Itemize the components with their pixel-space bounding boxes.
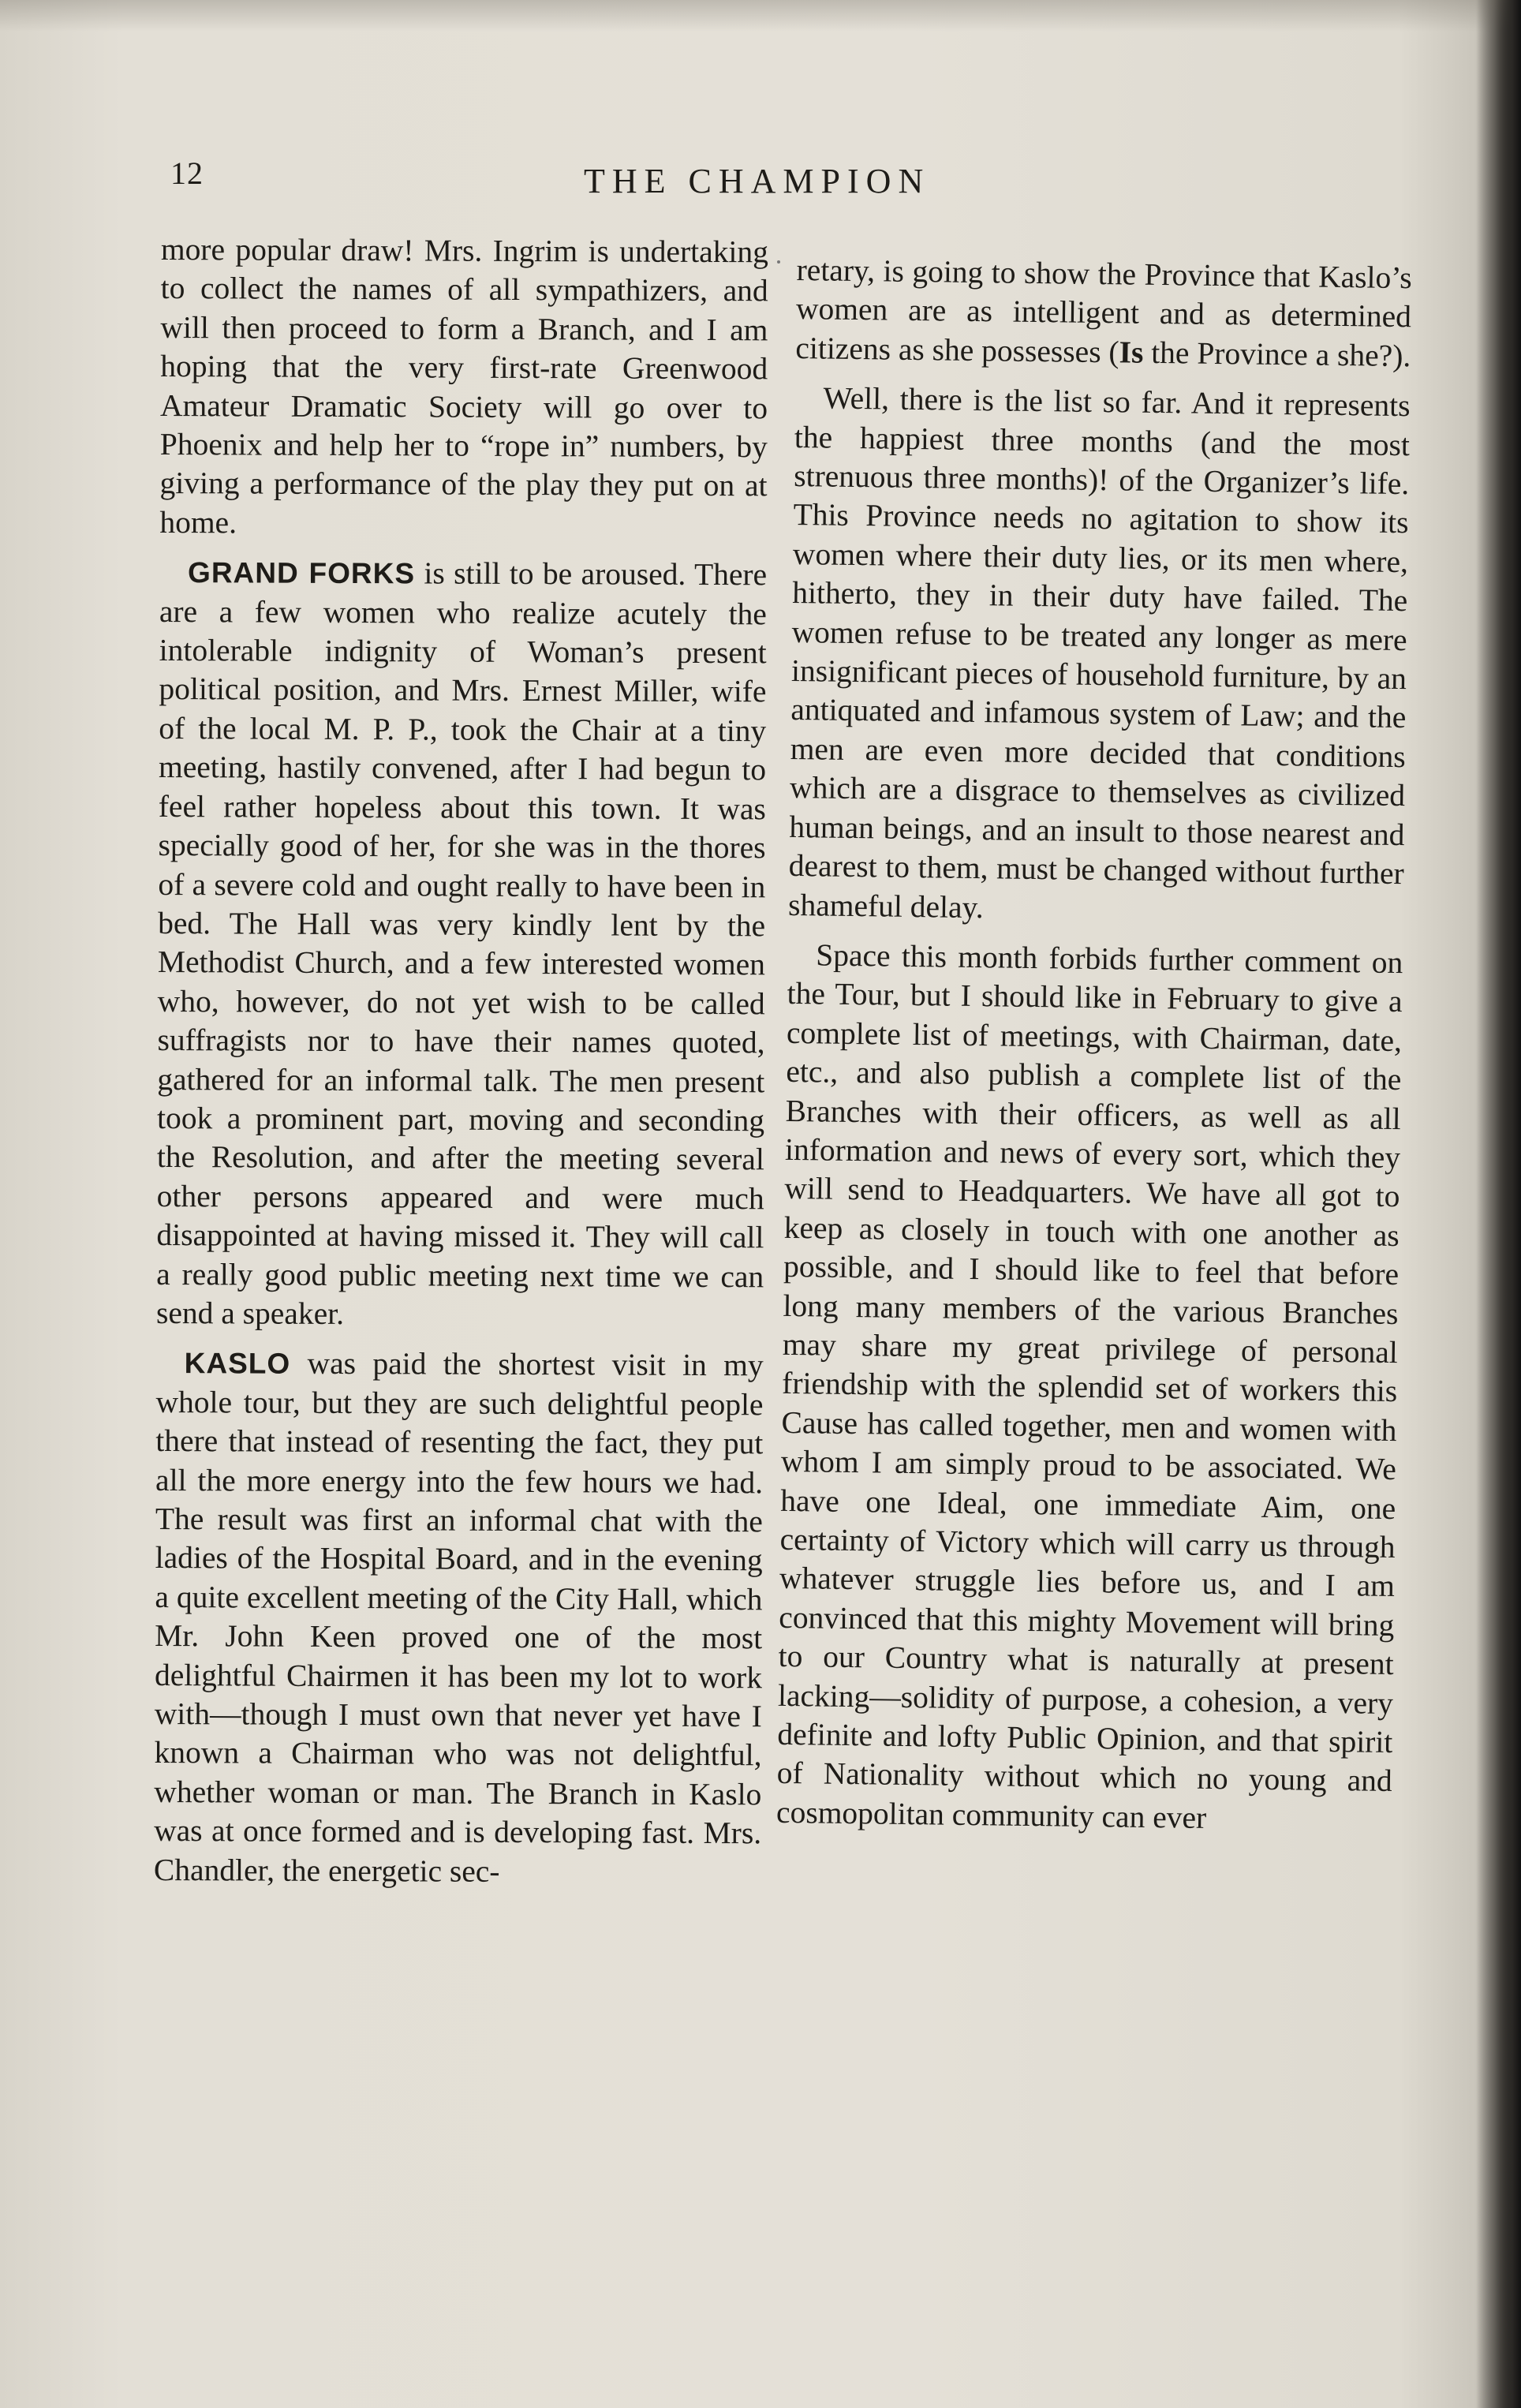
section-heading-grand-forks: GRAND FORKS [188,556,416,590]
right-paragraph-1-bold: Is [1119,335,1144,370]
left-paragraph-1: more popular draw! Mrs. Ingrim is undertaking to collect the names of all sympathizers, and will then proceed to form a Branch, and I am hoping that the very first-rate Greenwood Amateur Dramatic Society will go over to Phoenix and help her to “rope in” numbers, by giving a performance of the play they put on at home. [159,231,768,540]
left-paragraph-3 [154,1344,764,1892]
right-paragraph-2: Well, there is the list so far. And it represents the happiest three months (and the most strenuous three months)! of the Organizer’s life. This Province needs no agitation to show its women where their duty lies, or its men where, hitherto, they in their duty have failed. The women refuse to be treated any longer as mere insignificant pieces of household furniture, by an antiquated and infamous system of Law; and the men are even more decided that conditions which are a disgrace to themselves as civilized human beings, and an insult to those nearest and dearest to them, must be changed without further shameful delay. [787,380,1411,925]
right-paragraph-3: Space this month forbids further comment on the Tour, but I should like in February to give a complete list of meetings, with Chairman, date, etc., and also publish a complete list of the Branches with their officers, as well as all information and news of every sort, which they will send to Headquarters. We have all got to keep as closely in touch with one another as possible, and I should like to feel that before long many members of the various Branches may share my great privilege of personal friendship with the splendid set of workers this Cause has called together, men and women with whom I am simply proud to be associated. We have one Ideal, one immediate Aim, one certainty of Victory which will carry us through whatever struggle lies before us, and I am convinced that this mighty Movement will bring to our Country what is naturally at present lacking—solidity of purpose, a cohesion, a very definite and lofty Public Opinion, and that spirit of Nationality without which no young and cosmopolitan community can ever [775,937,1403,1835]
running-title: THE CHAMPION [584,162,931,200]
right-paragraph-1 [795,251,1412,376]
page-number: 12 [170,155,204,191]
left-column [154,230,768,1903]
left-paragraph-2 [156,553,767,1335]
column-divider-mark [777,260,780,264]
section-heading-kaslo: KASLO [184,1347,291,1381]
page-top-shadow [0,0,1521,32]
left-paragraph-3-text: was paid the shortest visit in my whole tour, but they are such delightful people there that instead of resenting the fact, they put all the more energy into the few hours we had. The result was first an informal chat with the ladies of the Hospital Board, and in the evening a quite excellent meeting of the City Hall, which Mr. John Keen proved one of the most delightful Chairmen it has been my lot to work with—though I must own that never yet have I known a Chairman who was not delightful, whether woman or man. The Branch in Kaslo was at once formed and is developing fast. Mrs. Chandler, the energetic sec- [153,1346,764,1889]
right-paragraph-1-text-a: retary, is going to show the Province that Kaslo’s women are as intelligent and as determined citizens as she possesses ( [795,252,1412,370]
right-column [776,251,1412,1851]
right-paragraph-1-text-b: the Province a she?). [1143,335,1411,374]
page-binding-edge [1477,0,1521,2408]
left-paragraph-2-text: is still to be aroused. There are a few women who realize acutely the intolerable indignity of Woman’s present political position, and Mrs. Ernest Miller, wife of the local M. P. P., took the Chair at a tiny meeting, hastily convened, after I had begun to feel rather hopeless about this town. It was specially good of her, for she was in the thores of a severe cold and ought really to have been in bed. The Hall was very kindly lent by the Methodist Church, and a few interested women who, however, do not yet wish to be called suffragists nor to have their names quoted, gathered for an informal talk. The men present took a prominent part, moving and seconding the Resolution, and after the meeting several other persons appeared and were much disappointed at having missed it. They will call a really good public meeting next time we can send a speaker. [155,555,768,1331]
